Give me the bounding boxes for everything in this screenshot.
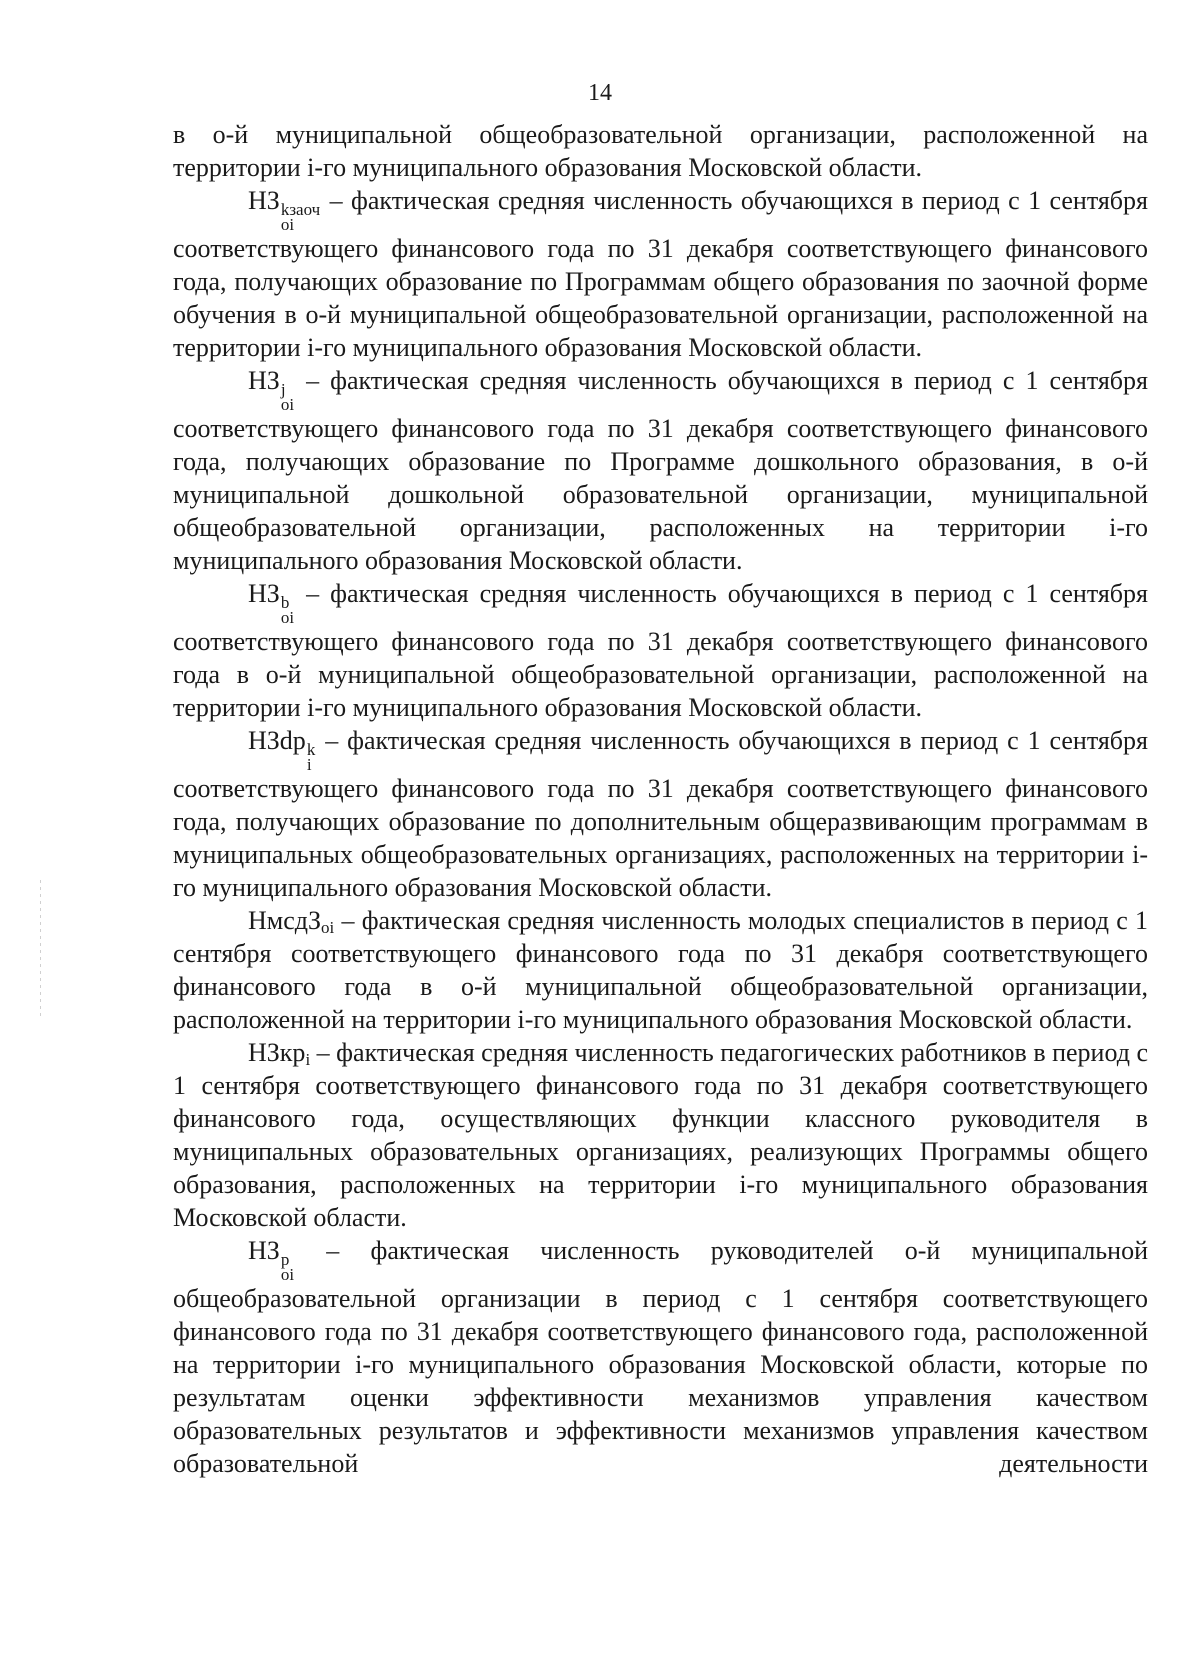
definition-text: – фактическая средняя численность молодых специалистов в период с 1 сентября соответствующего финансового года по 31 декабря соответствующего финансового года в о-й муниципальной общеобразовательной организации, расположенной на территории i-го муниципального образования Московской области. <box>173 906 1148 1034</box>
definition-nz-p <box>173 1234 1148 1480</box>
definition-nz-b <box>173 577 1148 724</box>
definition-nzdp-k <box>173 724 1148 904</box>
term-symbol <box>248 366 295 414</box>
term-symbol <box>248 1038 310 1067</box>
definition-text: – фактическая численность руководителей о-й муниципальной общеобразовательной организации в период с 1 сентября соответствующего финансового года по 31 декабря соответствующего финансового года, расположенной на территории i-го муниципального образования Московской области, которые по результатам оценки эффективности механизмов управления качеством образовательных результатов и эффективности механизмов управления качеством образовательной деятельности <box>173 1236 1148 1478</box>
term-subscript: oi <box>280 395 295 414</box>
term-base: НЗ <box>248 1236 280 1265</box>
definition-nz-j <box>173 364 1148 577</box>
term-symbol <box>248 906 334 935</box>
term-symbol <box>248 579 295 627</box>
definition-text: – фактическая средняя численность обучающихся в период с 1 сентября соответствующего финансового года по 31 декабря соответствующего финансового года, получающих образование по дополнительным общеразвивающим программам в муниципальных общеобразовательных организациях, расположенных на территории i-го муниципального образования Московской области. <box>173 726 1148 902</box>
definition-text: – фактическая средняя численность педагогических работников в период с 1 сентября соответствующего финансового года по 31 декабря соответствующего финансового года, осуществляющих функции классного руководителя в муниципальных образовательных организациях, реализующих Программы общего образования, расположенных на территории i-го муниципального образования Московской области. <box>173 1038 1148 1232</box>
term-superscript: j <box>280 380 286 399</box>
term-superscript: b <box>280 593 290 612</box>
term-base: НЗdp <box>248 726 306 755</box>
definition-nmsdz <box>173 904 1148 1036</box>
term-symbol <box>248 726 316 774</box>
definition-nz-kzaoch <box>173 184 1148 364</box>
term-subscript: oi <box>280 608 295 627</box>
definition-nzkr <box>173 1036 1148 1234</box>
term-subscript: oi <box>321 918 335 937</box>
scan-artifact <box>40 880 41 1020</box>
page-number: 14 <box>588 80 612 106</box>
term-base: НЗ <box>248 186 280 215</box>
term-subscript: oi <box>280 215 295 234</box>
term-symbol <box>248 1236 295 1284</box>
term-superscript: k <box>306 740 316 759</box>
term-superscript: kзаоч <box>280 200 321 219</box>
term-index <box>281 382 294 412</box>
term-base: НЗкр <box>248 1038 306 1067</box>
intro-paragraph: в о-й муниципальной общеобразовательной организации, расположенной на территории i-го муниципального образования Московской области. <box>173 120 1148 182</box>
term-index <box>307 742 316 772</box>
term-index <box>281 202 320 232</box>
definition-text: – фактическая средняя численность обучающихся в период с 1 сентября соответствующего финансового года по 31 декабря соответствующего финансового года, получающих образование по Программе дошкольного образования, в о-й муниципальной дошкольной образовательной организации, муниципальной общеобразовательной организации, расположенных на территории i-го муниципального образования Московской области. <box>173 366 1148 575</box>
term-base: НмсдЗ <box>248 906 322 935</box>
document-body <box>173 118 1148 1480</box>
definition-text: – фактическая средняя численность обучающихся в период с 1 сентября соответствующего финансового года по 31 декабря соответствующего финансового года в о-й муниципальной общеобразовательной организации, расположенной на территории i-го муниципального образования Московской области. <box>173 579 1148 722</box>
term-subscript: oi <box>280 1265 295 1284</box>
term-subscript: i <box>306 755 312 774</box>
term-subscript: i <box>305 1050 311 1069</box>
term-base: НЗ <box>248 579 280 608</box>
term-index <box>281 595 294 625</box>
term-symbol <box>248 186 321 234</box>
term-superscript: p <box>280 1250 290 1269</box>
term-index <box>281 1252 294 1282</box>
definition-text: – фактическая средняя численность обучающихся в период с 1 сентября соответствующего финансового года по 31 декабря соответствующего финансового года, получающих образование по Программам общего образования по заочной форме обучения в о-й муниципальной общеобразовательной организации, расположенной на территории i-го муниципального образования Московской области. <box>173 186 1148 362</box>
term-base: НЗ <box>248 366 280 395</box>
